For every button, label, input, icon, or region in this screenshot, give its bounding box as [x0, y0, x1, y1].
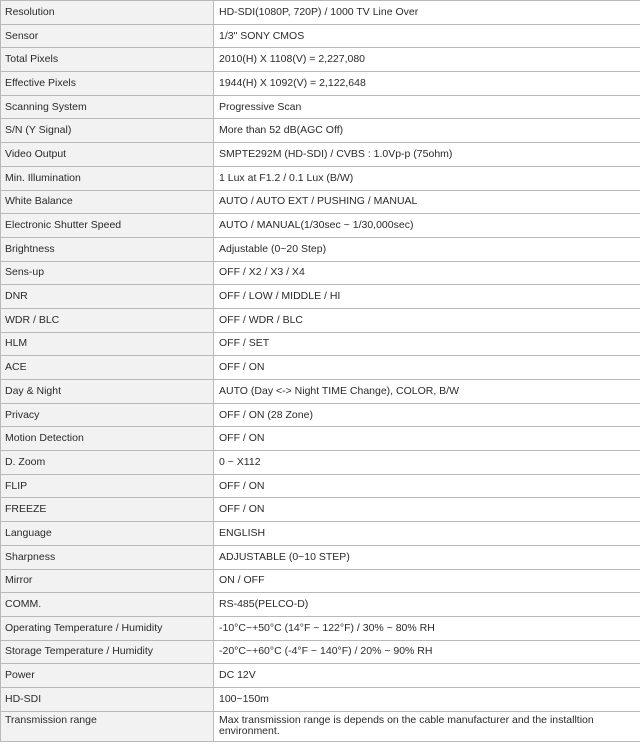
spec-value: DC 12V [214, 664, 640, 688]
spec-label: HD-SDI [1, 687, 214, 711]
spec-value: OFF / WDR / BLC [214, 308, 640, 332]
spec-value: OFF / X2 / X3 / X4 [214, 261, 640, 285]
spec-row-sn-signal [1, 119, 640, 143]
spec-row-day-night [1, 380, 640, 404]
spec-value: ENGLISH [214, 522, 640, 546]
spec-label: HLM [1, 332, 214, 356]
spec-label: COMM. [1, 593, 214, 617]
spec-value: 1/3" SONY CMOS [214, 24, 640, 48]
spec-row-hlm [1, 332, 640, 356]
spec-table-body [1, 1, 640, 742]
spec-row-d-zoom [1, 451, 640, 475]
spec-label: Sharpness [1, 545, 214, 569]
spec-label: Power [1, 664, 214, 688]
spec-label: Total Pixels [1, 48, 214, 72]
spec-value: HD-SDI(1080P, 720P) / 1000 TV Line Over [214, 1, 640, 25]
spec-label: Storage Temperature / Humidity [1, 640, 214, 664]
spec-value: OFF / SET [214, 332, 640, 356]
spec-label: DNR [1, 285, 214, 309]
spec-label: D. Zoom [1, 451, 214, 475]
spec-value: More than 52 dB(AGC Off) [214, 119, 640, 143]
spec-row-comm [1, 593, 640, 617]
spec-value: 1944(H) X 1092(V) = 2,122,648 [214, 72, 640, 96]
spec-row-resolution [1, 1, 640, 25]
spec-value: 100~150m [214, 687, 640, 711]
spec-row-operating-temp [1, 616, 640, 640]
spec-row-transmission-range [1, 711, 640, 741]
spec-label: ACE [1, 356, 214, 380]
spec-row-total-pixels [1, 48, 640, 72]
spec-row-brightness [1, 237, 640, 261]
spec-value: OFF / ON [214, 427, 640, 451]
spec-row-video-output [1, 143, 640, 167]
spec-row-white-balance [1, 190, 640, 214]
spec-row-min-illumination [1, 166, 640, 190]
spec-label: Effective Pixels [1, 72, 214, 96]
spec-label: Min. Illumination [1, 166, 214, 190]
spec-value: Max transmission range is depends on the cable manufacturer and the installtion environment. [214, 711, 640, 741]
spec-label: WDR / BLC [1, 308, 214, 332]
spec-value: SMPTE292M (HD-SDI) / CVBS : 1.0Vp-p (75ohm) [214, 143, 640, 167]
spec-label: Transmission range [1, 711, 214, 741]
spec-value: OFF / ON [214, 356, 640, 380]
spec-label: Brightness [1, 237, 214, 261]
spec-value: OFF / ON [214, 474, 640, 498]
spec-label: Resolution [1, 1, 214, 25]
spec-label: FLIP [1, 474, 214, 498]
spec-label: Electronic Shutter Speed [1, 214, 214, 238]
spec-label: S/N (Y Signal) [1, 119, 214, 143]
spec-value: Progressive Scan [214, 95, 640, 119]
spec-label: Sensor [1, 24, 214, 48]
spec-value: 2010(H) X 1108(V) = 2,227,080 [214, 48, 640, 72]
spec-label: Scanning System [1, 95, 214, 119]
spec-value: RS-485(PELCO-D) [214, 593, 640, 617]
spec-row-motion-detection [1, 427, 640, 451]
spec-value: -10°C~+50°C (14°F ~ 122°F) / 30% ~ 80% RH [214, 616, 640, 640]
spec-row-flip [1, 474, 640, 498]
spec-row-language [1, 522, 640, 546]
spec-row-sensor [1, 24, 640, 48]
spec-value: AUTO / AUTO EXT / PUSHING / MANUAL [214, 190, 640, 214]
spec-value: 1 Lux at F1.2 / 0.1 Lux (B/W) [214, 166, 640, 190]
spec-row-ace [1, 356, 640, 380]
spec-row-hd-sdi [1, 687, 640, 711]
spec-row-power [1, 664, 640, 688]
spec-row-sens-up [1, 261, 640, 285]
spec-value: ON / OFF [214, 569, 640, 593]
spec-label: Video Output [1, 143, 214, 167]
spec-row-dnr [1, 285, 640, 309]
spec-value: AUTO / MANUAL(1/30sec ~ 1/30,000sec) [214, 214, 640, 238]
spec-label: Day & Night [1, 380, 214, 404]
spec-value: Adjustable (0~20 Step) [214, 237, 640, 261]
spec-value: OFF / ON (28 Zone) [214, 403, 640, 427]
spec-label: FREEZE [1, 498, 214, 522]
spec-label: Language [1, 522, 214, 546]
spec-value: 0 ~ X112 [214, 451, 640, 475]
spec-value: ADJUSTABLE (0~10 STEP) [214, 545, 640, 569]
spec-row-privacy [1, 403, 640, 427]
spec-label: Privacy [1, 403, 214, 427]
spec-row-wdr-blc [1, 308, 640, 332]
spec-row-sharpness [1, 545, 640, 569]
spec-row-scanning-system [1, 95, 640, 119]
spec-value: OFF / LOW / MIDDLE / HI [214, 285, 640, 309]
spec-row-shutter-speed [1, 214, 640, 238]
spec-row-storage-temp [1, 640, 640, 664]
spec-label: White Balance [1, 190, 214, 214]
spec-label: Operating Temperature / Humidity [1, 616, 214, 640]
spec-label: Sens-up [1, 261, 214, 285]
spec-label: Motion Detection [1, 427, 214, 451]
spec-value: OFF / ON [214, 498, 640, 522]
spec-value: AUTO (Day <-> Night TIME Change), COLOR, B/W [214, 380, 640, 404]
spec-row-effective-pixels [1, 72, 640, 96]
spec-row-mirror [1, 569, 640, 593]
spec-value: -20°C~+60°C (-4°F ~ 140°F) / 20% ~ 90% RH [214, 640, 640, 664]
spec-label: Mirror [1, 569, 214, 593]
spec-row-freeze [1, 498, 640, 522]
